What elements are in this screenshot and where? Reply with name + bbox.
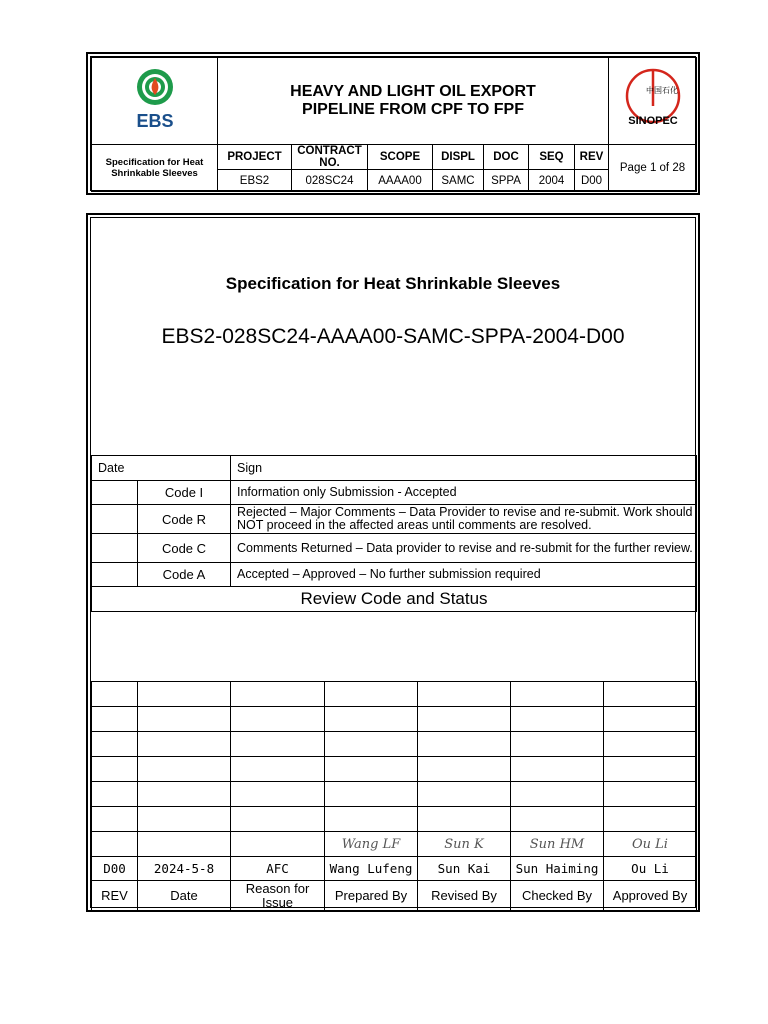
code-a: Code A (138, 563, 231, 587)
prepared-header: Prepared By (325, 881, 418, 911)
revised-header: Revised By (418, 881, 511, 911)
document-number: EBS2-028SC24-AAAA00-SAMC-SPPA-2004-D00 (161, 325, 625, 348)
prepared-value: Wang Lufeng (325, 857, 418, 881)
col-project: PROJECT (218, 145, 292, 170)
col-displ: DISPL (433, 145, 484, 170)
revision-table (91, 681, 697, 911)
page-info: Page 1 of 28 (609, 145, 697, 192)
val-doc: SPPA (484, 170, 529, 192)
code-i: Code I (138, 481, 231, 505)
col-doc: DOC (484, 145, 529, 170)
val-scope: AAAA00 (368, 170, 433, 192)
checked-header: Checked By (511, 881, 604, 911)
rev-header: REV (92, 881, 138, 911)
col-scope: SCOPE (368, 145, 433, 170)
table-row (92, 682, 697, 707)
signature-checked: Sun HM (511, 832, 604, 857)
reason-header: Reason for Issue (231, 881, 325, 911)
revision-data-row (92, 857, 697, 881)
val-displ: SAMC (433, 170, 484, 192)
checked-value: Sun Haiming (511, 857, 604, 881)
project-title: HEAVY AND LIGHT OIL EXPORT PIPELINE FROM CPF TO FPF (218, 58, 609, 145)
table-row (92, 732, 697, 757)
document-title: Specification for Heat Shrinkable Sleeves (225, 274, 561, 293)
val-rev: D00 (575, 170, 609, 192)
code-i-desc: Information only Submission - Accepted (231, 481, 697, 505)
ebs-logo-cell (92, 58, 218, 145)
val-seq: 2004 (529, 170, 575, 192)
review-status-title: Review Code and Status (92, 587, 697, 612)
sign-label: Sign (231, 456, 697, 481)
svg-text:中国石化: 中国石化 (645, 85, 678, 95)
date-header: Date (138, 881, 231, 911)
signature-approved: Ou Li (604, 832, 697, 857)
revised-value: Sun Kai (418, 857, 511, 881)
date-label: Date (92, 456, 231, 481)
review-code-table (91, 455, 697, 612)
col-rev: REV (575, 145, 609, 170)
val-project: EBS2 (218, 170, 292, 192)
header-block (86, 52, 700, 195)
date-value: 2024-5-8 (138, 857, 231, 881)
sinopec-logo-cell (609, 58, 697, 145)
main-block (86, 213, 700, 912)
code-r: Code R (138, 505, 231, 534)
svg-text:EBS: EBS (135, 110, 174, 131)
val-contract: 028SC24 (292, 170, 368, 192)
signature-row (92, 832, 697, 857)
header-table (91, 57, 697, 192)
table-row (92, 807, 697, 832)
approved-header: Approved By (604, 881, 697, 911)
spec-side-label: Specification for Heat Shrinkable Sleeves (92, 145, 218, 192)
signature-revised: Sun K (418, 832, 511, 857)
code-c-desc: Comments Returned – Data provider to revise and re-submit for the further review. (231, 534, 697, 563)
reason-value: AFC (231, 857, 325, 881)
col-seq: SEQ (529, 145, 575, 170)
ebs-logo-icon (125, 65, 185, 133)
code-a-desc: Accepted – Approved – No further submission required (231, 563, 697, 587)
table-row (92, 757, 697, 782)
table-row (92, 782, 697, 807)
code-c: Code C (138, 534, 231, 563)
signature-prepared: Wang LF (325, 832, 418, 857)
rev-value: D00 (92, 857, 138, 881)
code-r-desc: Rejected – Major Comments – Data Provider to revise and re-submit. Work should NOT proceed in the affected areas until comments are resolved. (231, 505, 697, 534)
sinopec-logo-icon (622, 66, 684, 132)
col-contract: CONTRACT NO. (292, 145, 368, 170)
approved-value: Ou Li (604, 857, 697, 881)
revision-header-row (92, 881, 697, 911)
svg-text:SINOPEC: SINOPEC (627, 114, 678, 127)
table-row (92, 707, 697, 732)
